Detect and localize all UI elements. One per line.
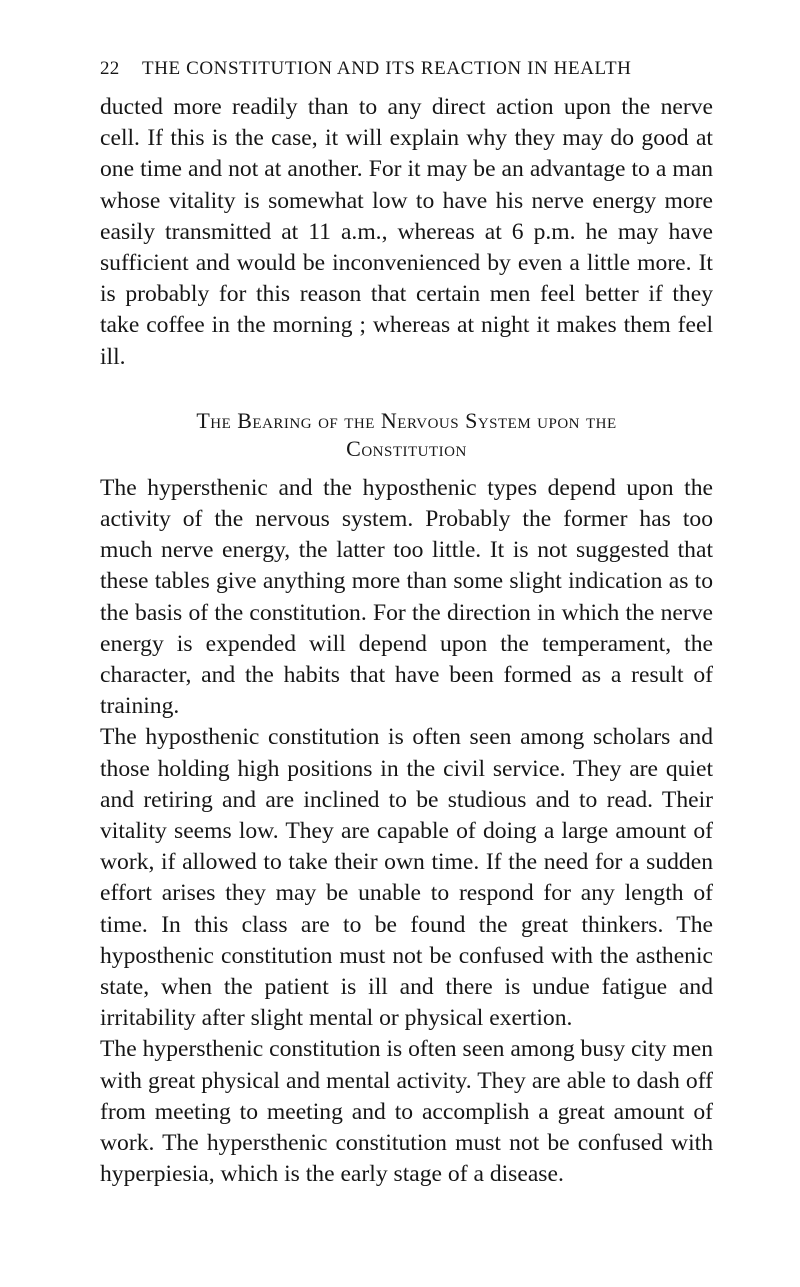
- body-paragraph-2: The hypersthenic and the hyposthenic types depend upon the activity of the nervous system. Probably the former has too much nerve energy, the latter too little. It is not suggested that these tables give anything more than some slight indication as to the basis of the constitution. For the direction in which the nerve energy is expended will depend upon the temperament, the character, and the habits that have been formed as a result of training.: [100, 474, 713, 720]
- running-head: [100, 58, 713, 80]
- page-number: 22: [100, 58, 120, 79]
- body-paragraph-1: ducted more readily than to any direct action upon the nerve cell. If this is the case, it will explain why they may do good at one time and not at another. For it may be an advantage to a man whose vitality is somewhat low to have his nerve energy more easily transmitted at 11 a.m., whereas at 6 p.m. he may have sufficient and would be inconvenienced by even a little more. It is probably for this reason that certain men feel better if they take coffee in the morning ; whereas at night it makes them feel ill.: [100, 94, 713, 370]
- section-heading-line-2: Constitution: [346, 435, 467, 461]
- body-paragraph-4: The hypersthenic constitution is often seen among busy city men with great physical and mental activity. They are able to dash off from meeting to meeting and to accomplish a great amount of work. The hypersthenic constitution must not be confused with hyperpiesia, which is the early stage of a disease.: [100, 1036, 713, 1188]
- section-heading: [100, 407, 713, 463]
- section-heading-line-1: The Bearing of the Nervous System upon the: [196, 407, 617, 433]
- body-paragraph-3: The hyposthenic constitution is often seen among scholars and those holding high positions in the civil service. They are quiet and retiring and are inclined to be studious and to read. Their vitality seems low. They are capable of doing a large amount of work, if allowed to take their own time. If the need for a sudden effort arises they may be unable to respond for any length of time. In this class are to be found the great thinkers. The hyposthenic constitution must not be confused with the asthenic state, when the patient is ill and there is undue fatigue and irritability after slight mental or physical exertion.: [100, 724, 713, 1032]
- book-page: [100, 58, 713, 1191]
- running-title: THE CONSTITUTION AND ITS REACTION IN HEALTH: [142, 58, 632, 79]
